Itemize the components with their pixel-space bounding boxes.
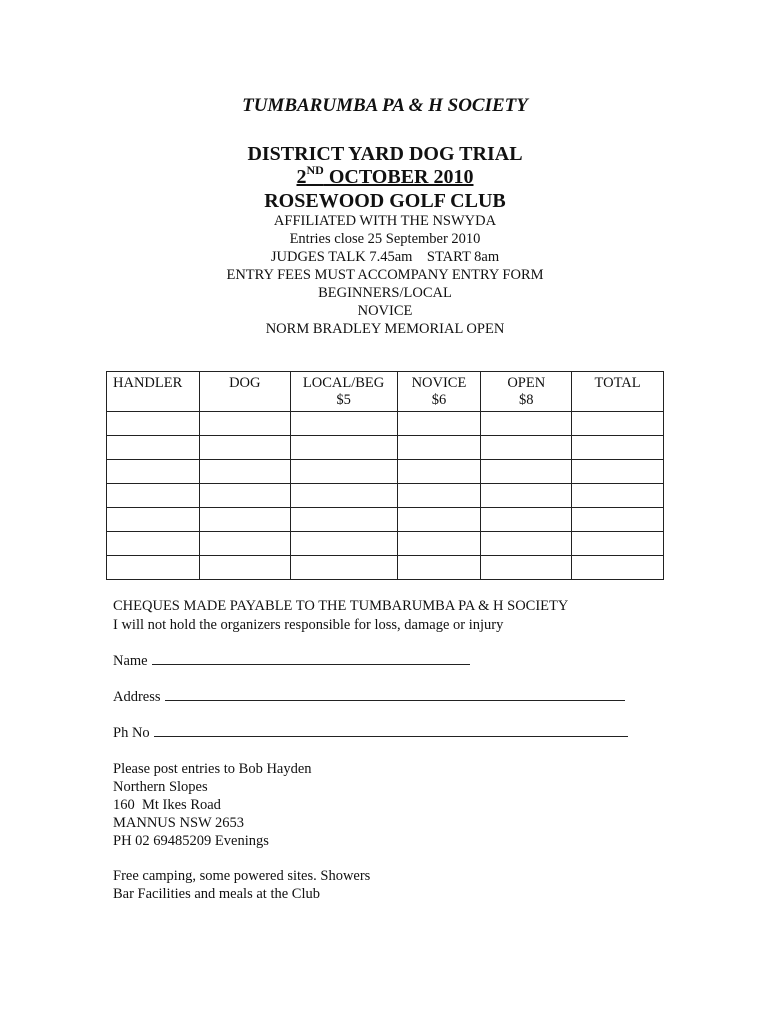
disclaimer-note: I will not hold the organizers responsible for loss, damage or injury bbox=[113, 617, 504, 633]
class-open: NORM BRADLEY MEMORIAL OPEN bbox=[265, 321, 505, 337]
date-rest: OCTOBER 2010 bbox=[323, 166, 474, 188]
table-cell[interactable] bbox=[397, 460, 481, 484]
table-cell[interactable] bbox=[107, 508, 200, 532]
table-cell[interactable] bbox=[481, 532, 572, 556]
table-cell[interactable] bbox=[199, 532, 290, 556]
name-label: Name bbox=[113, 653, 148, 669]
table-row bbox=[107, 436, 664, 460]
table-cell[interactable] bbox=[107, 532, 200, 556]
table-cell[interactable] bbox=[290, 460, 397, 484]
table-row bbox=[107, 508, 664, 532]
event-date bbox=[0, 163, 770, 189]
table-cell[interactable] bbox=[199, 412, 290, 436]
fee-local-beg: $5 bbox=[336, 392, 351, 408]
class-novice: NOVICE bbox=[357, 303, 413, 319]
venue-title: ROSEWOOD GOLF CLUB bbox=[264, 190, 506, 212]
table-cell[interactable] bbox=[107, 412, 200, 436]
table-cell[interactable] bbox=[199, 460, 290, 484]
table-cell[interactable] bbox=[397, 532, 481, 556]
entry-table-header bbox=[107, 372, 664, 412]
table-cell[interactable] bbox=[290, 436, 397, 460]
table-cell[interactable] bbox=[572, 436, 664, 460]
table-cell[interactable] bbox=[481, 484, 572, 508]
table-cell[interactable] bbox=[481, 460, 572, 484]
table-cell[interactable] bbox=[397, 508, 481, 532]
table-row bbox=[107, 460, 664, 484]
table-cell[interactable] bbox=[572, 532, 664, 556]
table-cell[interactable] bbox=[572, 412, 664, 436]
table-row bbox=[107, 484, 664, 508]
column-header-total: TOTAL bbox=[572, 372, 664, 412]
table-cell[interactable] bbox=[290, 508, 397, 532]
column-header-open: OPEN $8 bbox=[481, 372, 572, 412]
table-cell[interactable] bbox=[107, 484, 200, 508]
table-cell[interactable] bbox=[199, 436, 290, 460]
table-cell[interactable] bbox=[397, 556, 481, 580]
fee-open: $8 bbox=[519, 392, 534, 408]
address-label: Address bbox=[113, 689, 161, 705]
name-field[interactable] bbox=[113, 652, 470, 670]
table-cell[interactable] bbox=[199, 484, 290, 508]
postal-line-1: Please post entries to Bob Hayden bbox=[113, 761, 312, 777]
cheques-note: CHEQUES MADE PAYABLE TO THE TUMBARUMBA PA & H SOCIETY bbox=[113, 598, 569, 614]
name-blank-line[interactable] bbox=[152, 652, 470, 665]
column-header-dog: DOG bbox=[199, 372, 290, 412]
table-cell[interactable] bbox=[290, 412, 397, 436]
postal-line-2: Northern Slopes bbox=[113, 779, 208, 795]
entry-table bbox=[106, 371, 664, 580]
entries-close-text: Entries close 25 September 2010 bbox=[289, 231, 481, 247]
table-cell[interactable] bbox=[572, 484, 664, 508]
table-row bbox=[107, 532, 664, 556]
table-cell[interactable] bbox=[481, 412, 572, 436]
table-cell[interactable] bbox=[481, 436, 572, 460]
table-cell[interactable] bbox=[107, 556, 200, 580]
table-cell[interactable] bbox=[397, 412, 481, 436]
postal-line-3: 160 Mt Ikes Road bbox=[113, 797, 221, 813]
table-row bbox=[107, 412, 664, 436]
times-text: JUDGES TALK 7.45am START 8am bbox=[270, 249, 500, 265]
affiliation-text: AFFILIATED WITH THE NSWYDA bbox=[273, 213, 497, 229]
column-header-local-beg: LOCAL/BEG $5 bbox=[290, 372, 397, 412]
phone-label: Ph No bbox=[113, 725, 150, 741]
table-cell[interactable] bbox=[199, 508, 290, 532]
date-suffix: ND bbox=[306, 163, 324, 177]
phone-blank-line[interactable] bbox=[154, 724, 628, 737]
date-day: 2 bbox=[296, 166, 307, 188]
table-cell[interactable] bbox=[290, 532, 397, 556]
society-title: TUMBARUMBA PA & H SOCIETY bbox=[242, 95, 528, 116]
class-beginners-local: BEGINNERS/LOCAL bbox=[318, 285, 452, 301]
phone-field[interactable] bbox=[113, 724, 628, 742]
facilities-line-2: Bar Facilities and meals at the Club bbox=[113, 886, 320, 902]
table-cell[interactable] bbox=[572, 508, 664, 532]
fees-note-text: ENTRY FEES MUST ACCOMPANY ENTRY FORM bbox=[226, 267, 544, 283]
postal-line-5: PH 02 69485209 Evenings bbox=[113, 833, 269, 849]
table-cell[interactable] bbox=[481, 556, 572, 580]
table-cell[interactable] bbox=[199, 556, 290, 580]
table-cell[interactable] bbox=[572, 460, 664, 484]
table-cell[interactable] bbox=[290, 484, 397, 508]
facilities-line-1: Free camping, some powered sites. Showers bbox=[113, 868, 371, 884]
address-field[interactable] bbox=[113, 688, 625, 706]
column-header-novice: NOVICE $6 bbox=[397, 372, 481, 412]
address-blank-line[interactable] bbox=[165, 688, 625, 701]
fee-novice: $6 bbox=[431, 392, 447, 408]
table-cell[interactable] bbox=[397, 436, 481, 460]
event-title: DISTRICT YARD DOG TRIAL bbox=[247, 143, 523, 165]
postal-line-4: MANNUS NSW 2653 bbox=[113, 815, 245, 831]
table-cell[interactable] bbox=[290, 556, 397, 580]
table-cell[interactable] bbox=[481, 508, 572, 532]
table-cell[interactable] bbox=[107, 436, 200, 460]
table-row bbox=[107, 556, 664, 580]
table-cell[interactable] bbox=[572, 556, 664, 580]
entry-table-body bbox=[107, 412, 664, 580]
table-cell[interactable] bbox=[397, 484, 481, 508]
column-header-handler: HANDLER bbox=[107, 372, 200, 412]
table-cell[interactable] bbox=[107, 460, 200, 484]
